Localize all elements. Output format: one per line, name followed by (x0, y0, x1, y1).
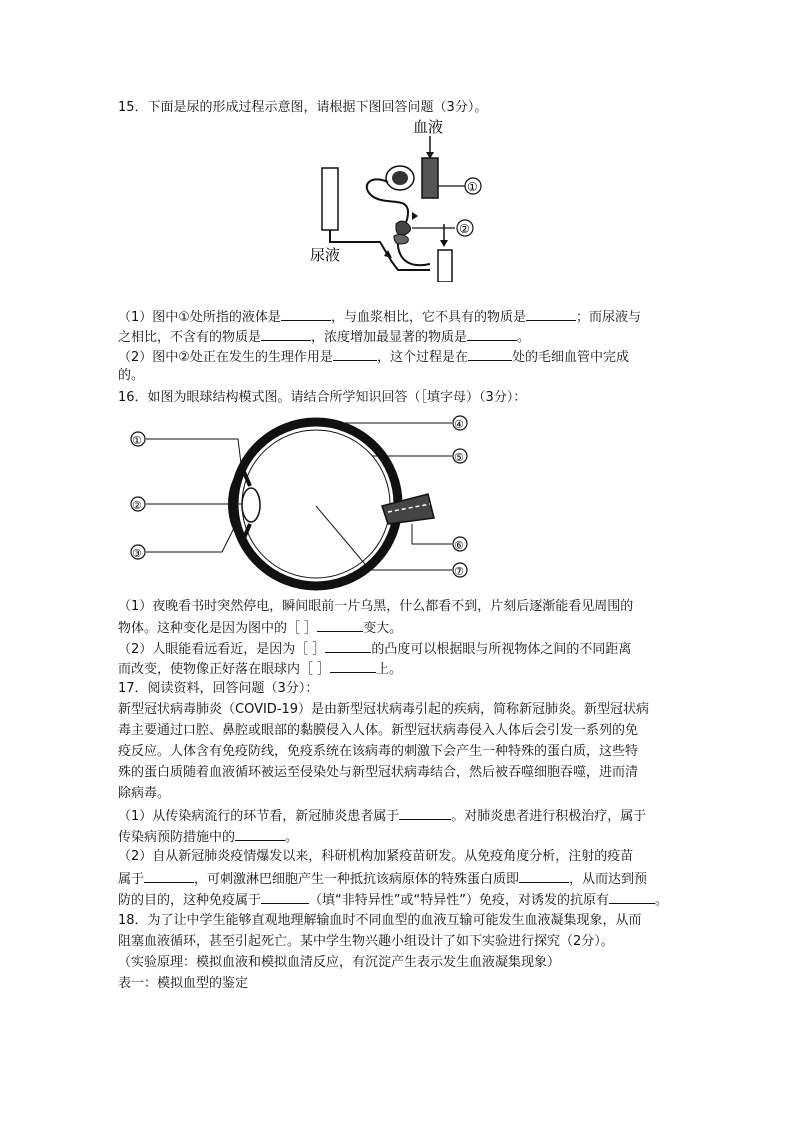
q17-line3: （2）自从新冠肺炎疫情爆发以来，科研机构加紧疫苗研发。从免疫角度分析，注射的疫苗 (118, 849, 634, 864)
q17-line1: （1）从传染病流行的环节看，新冠肺炎患者属于 。对肺炎患者进行积极治疗，属于 (118, 809, 647, 824)
q16-title: 16．如图为眼球结构模式图。请结合所学知识回答（［填字母）（3分）： (118, 390, 527, 405)
q17-line5: 防的目的，这种免疫属于 （填“非特异性”或“特异性”）免疫，对诱发的抗原有 。 (118, 893, 668, 908)
q16-line2: 物体。这种变化是因为图中的［ ］ 变大。 (118, 621, 403, 636)
q16-line3: （2）人眼能看远看近，是因为［ ］ 的凸度可以根据眼与所视物体之间的不同距离 (118, 642, 632, 657)
q17-material-3: 疫反应。人体含有免疫防线，免疫系统在该病毒的刺激下会产生一种特殊的蛋白质，这些特 (118, 744, 639, 759)
q15-line3: （2）图中②处正在发生的生理作用是 ，这个过程是在 处的毛细血管中完成 (118, 350, 629, 365)
q16-line4: 而改变，使物像正好落在眼球内［ ］ 上。 (118, 662, 403, 677)
eye-label-1: ① (132, 434, 142, 447)
q18-line3: （实验原理：模拟血液和模拟血清反应，有沉淀产生表示发生血液凝集现象） (118, 955, 561, 970)
q18-line1: 18．为了让中学生能够直观地理解输血时不同血型的血液互输可能发生血液凝集现象，从而 (118, 913, 642, 928)
q16-line1: （1）夜晚看书时突然停电，瞬间眼前一片乌黑，什么都看不到，片刻后逐渐能看见周围的 (118, 599, 634, 614)
q18-line2: 阻塞血液循环，甚至引起死亡。某中学生物兴趣小组设计了如下实验进行探究（2分）。 (118, 934, 614, 949)
q17-title: 17．阅读资料，回答问题（3分）： (118, 681, 319, 696)
urine-label: 尿液 (310, 246, 341, 264)
q17-line4: 属于 ，可刺激淋巴细胞产生一种抵抗该病原体的特殊蛋白质即 ，从而达到预 (118, 872, 648, 887)
q18-table-caption: 表一：模拟血型的鉴定 (118, 976, 249, 991)
q15-line4: 的。 (118, 368, 145, 383)
eye-label-5: ⑤ (454, 451, 464, 464)
q17-material-2: 毒主要通过口腔、鼻腔或眼部的黏膜侵入人体。新型冠状病毒侵入人体后会引发一系列的免 (118, 723, 639, 738)
q17-material-1: 新型冠状病毒肺炎（COVID-19）是由新型冠状病毒引起的疾病，简称新冠肺炎。新型冠状病 (118, 702, 650, 717)
eyeball-diagram (126, 412, 486, 592)
q17-material-4: 殊的蛋白质随着血液循环被运至侵染处与新型冠状病毒结合，然后被吞噬细胞吞噬，进而清 (118, 765, 639, 780)
blood-label: 血液 (413, 118, 444, 136)
q17-material-5: 除病毒。 (118, 786, 171, 801)
q15-title: 15．下面是尿的形成过程示意图，请根据下图回答问题（3分）。 (118, 100, 488, 115)
q17-line2: 传染病预防措施中的 。 (118, 830, 299, 845)
eye-label-2: ② (132, 499, 142, 512)
eye-label-7: ⑦ (454, 565, 464, 578)
label-1: ① (467, 180, 478, 194)
q15-line2: 之相比，不含有的物质是 ，浓度增加最显著的物质是 。 (118, 330, 531, 345)
urine-formation-diagram (300, 112, 500, 282)
eye-label-6: ⑥ (454, 539, 464, 552)
q15-line1: （1）图中①处所指的液体是 ，与血浆相比，它不具有的物质是 ；而尿液与 (118, 310, 641, 325)
eye-label-4: ④ (454, 418, 464, 431)
label-2: ② (459, 222, 470, 236)
eye-label-3: ③ (132, 547, 142, 560)
